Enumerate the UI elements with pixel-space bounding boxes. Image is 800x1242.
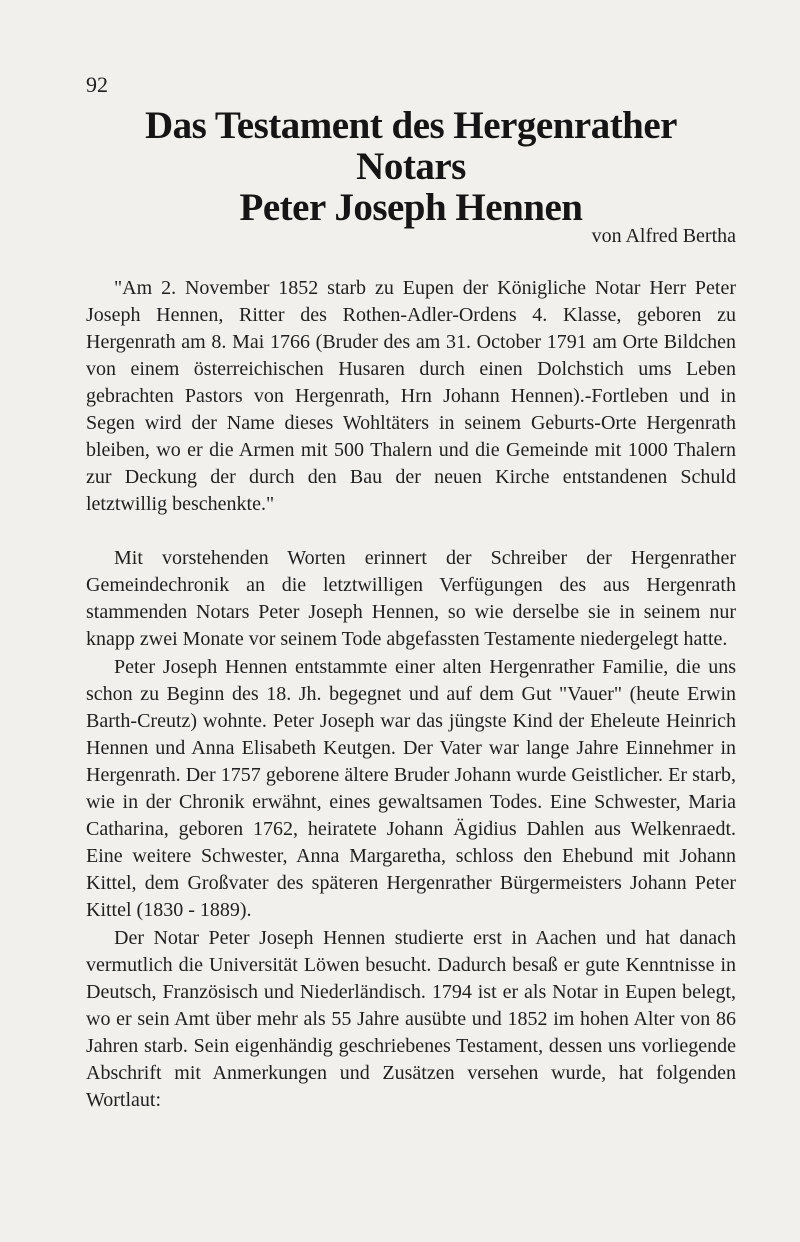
article-title (86, 105, 736, 228)
quote-paragraph: "Am 2. November 1852 starb zu Eupen der Königliche Notar Herr Peter Joseph Hennen, Ritter des Rothen-Adler-Ordens 4. Klasse, geboren zu Hergenrath am 8. Mai 1766 (Bruder des am 31. October 1791 am Orte Bildchen von einem österreichischen Husaren durch einen Dolchstich ums Leben gebrachten Pastors von Hergenrath, Hrn Johann Hennen).-Fortleben und in Segen wird der Name dieses Wohltäters in seinem Geburts-Orte Hergenrath bleiben, wo er die Armen mit 500 Thalern und die Gemeinde mit 1000 Thalern zur Deckung der durch den Bau der neuen Kirche entstandenen Schuld letztwillig beschenkte." (86, 277, 736, 515)
author-line: von Alfred Bertha (591, 225, 736, 247)
body-paragraph-2: Peter Joseph Hennen entstammte einer alten Hergenrather Familie, die uns schon zu Beginn des 18. Jh. begegnet und auf dem Gut "Vauer" (heute Erwin Barth-Creutz) wohnte. Peter Joseph war das jüngste Kind der Eheleute Heinrich Hennen und Anna Elisabeth Keutgen. Der Vater war lange Jahre Einnehmer in Hergenrath. Der 1757 geborene ältere Bruder Johann wurde Geistlicher. Er starb, wie in der Chronik erwähnt, eines gewaltsamen Todes. Eine Schwester, Maria Catharina, geboren 1762, heiratete Johann Ägidius Dahlen aus Welkenraedt. Eine weitere Schwester, Anna Margaretha, schloss den Ehebund mit Johann Kittel, dem Großvater des späteren Hergenrather Bürgermeisters Johann Peter Kittel (1830 - 1889). (86, 656, 736, 921)
article-body (86, 545, 736, 1114)
page-number: 92 (86, 72, 108, 97)
article-title-line-2: Peter Joseph Hennen (239, 186, 583, 229)
body-paragraph-3: Der Notar Peter Joseph Hennen studierte erst in Aachen und hat danach vermutlich die Universität Löwen besucht. Dadurch besaß er gute Kenntnisse in Deutsch, Französisch und Niederländisch. 1794 ist er als Notar in Eupen belegt, wo er sein Amt über mehr als 55 Jahre ausübte und 1852 im hohen Alter von 86 Jahren starb. Sein eigenhändig geschriebenes Testament, dessen uns vorliegende Abschrift mit Anmerkungen und Zusätzen versehen wurde, hat folgenden Wortlaut: (86, 927, 736, 1111)
body-paragraph-1: Mit vorstehenden Worten erinnert der Schreiber der Hergenrather Gemeindechronik an die letztwilligen Verfügungen des aus Hergenrath stammenden Notars Peter Joseph Hennen, so wie derselbe sie in seinem nur knapp zwei Monate vor seinem Tode abgefassten Testamente niedergelegt hatte. (86, 547, 736, 650)
opening-quote (86, 275, 736, 518)
article-title-line-1: Das Testament des Hergenrather Notars (144, 104, 677, 188)
